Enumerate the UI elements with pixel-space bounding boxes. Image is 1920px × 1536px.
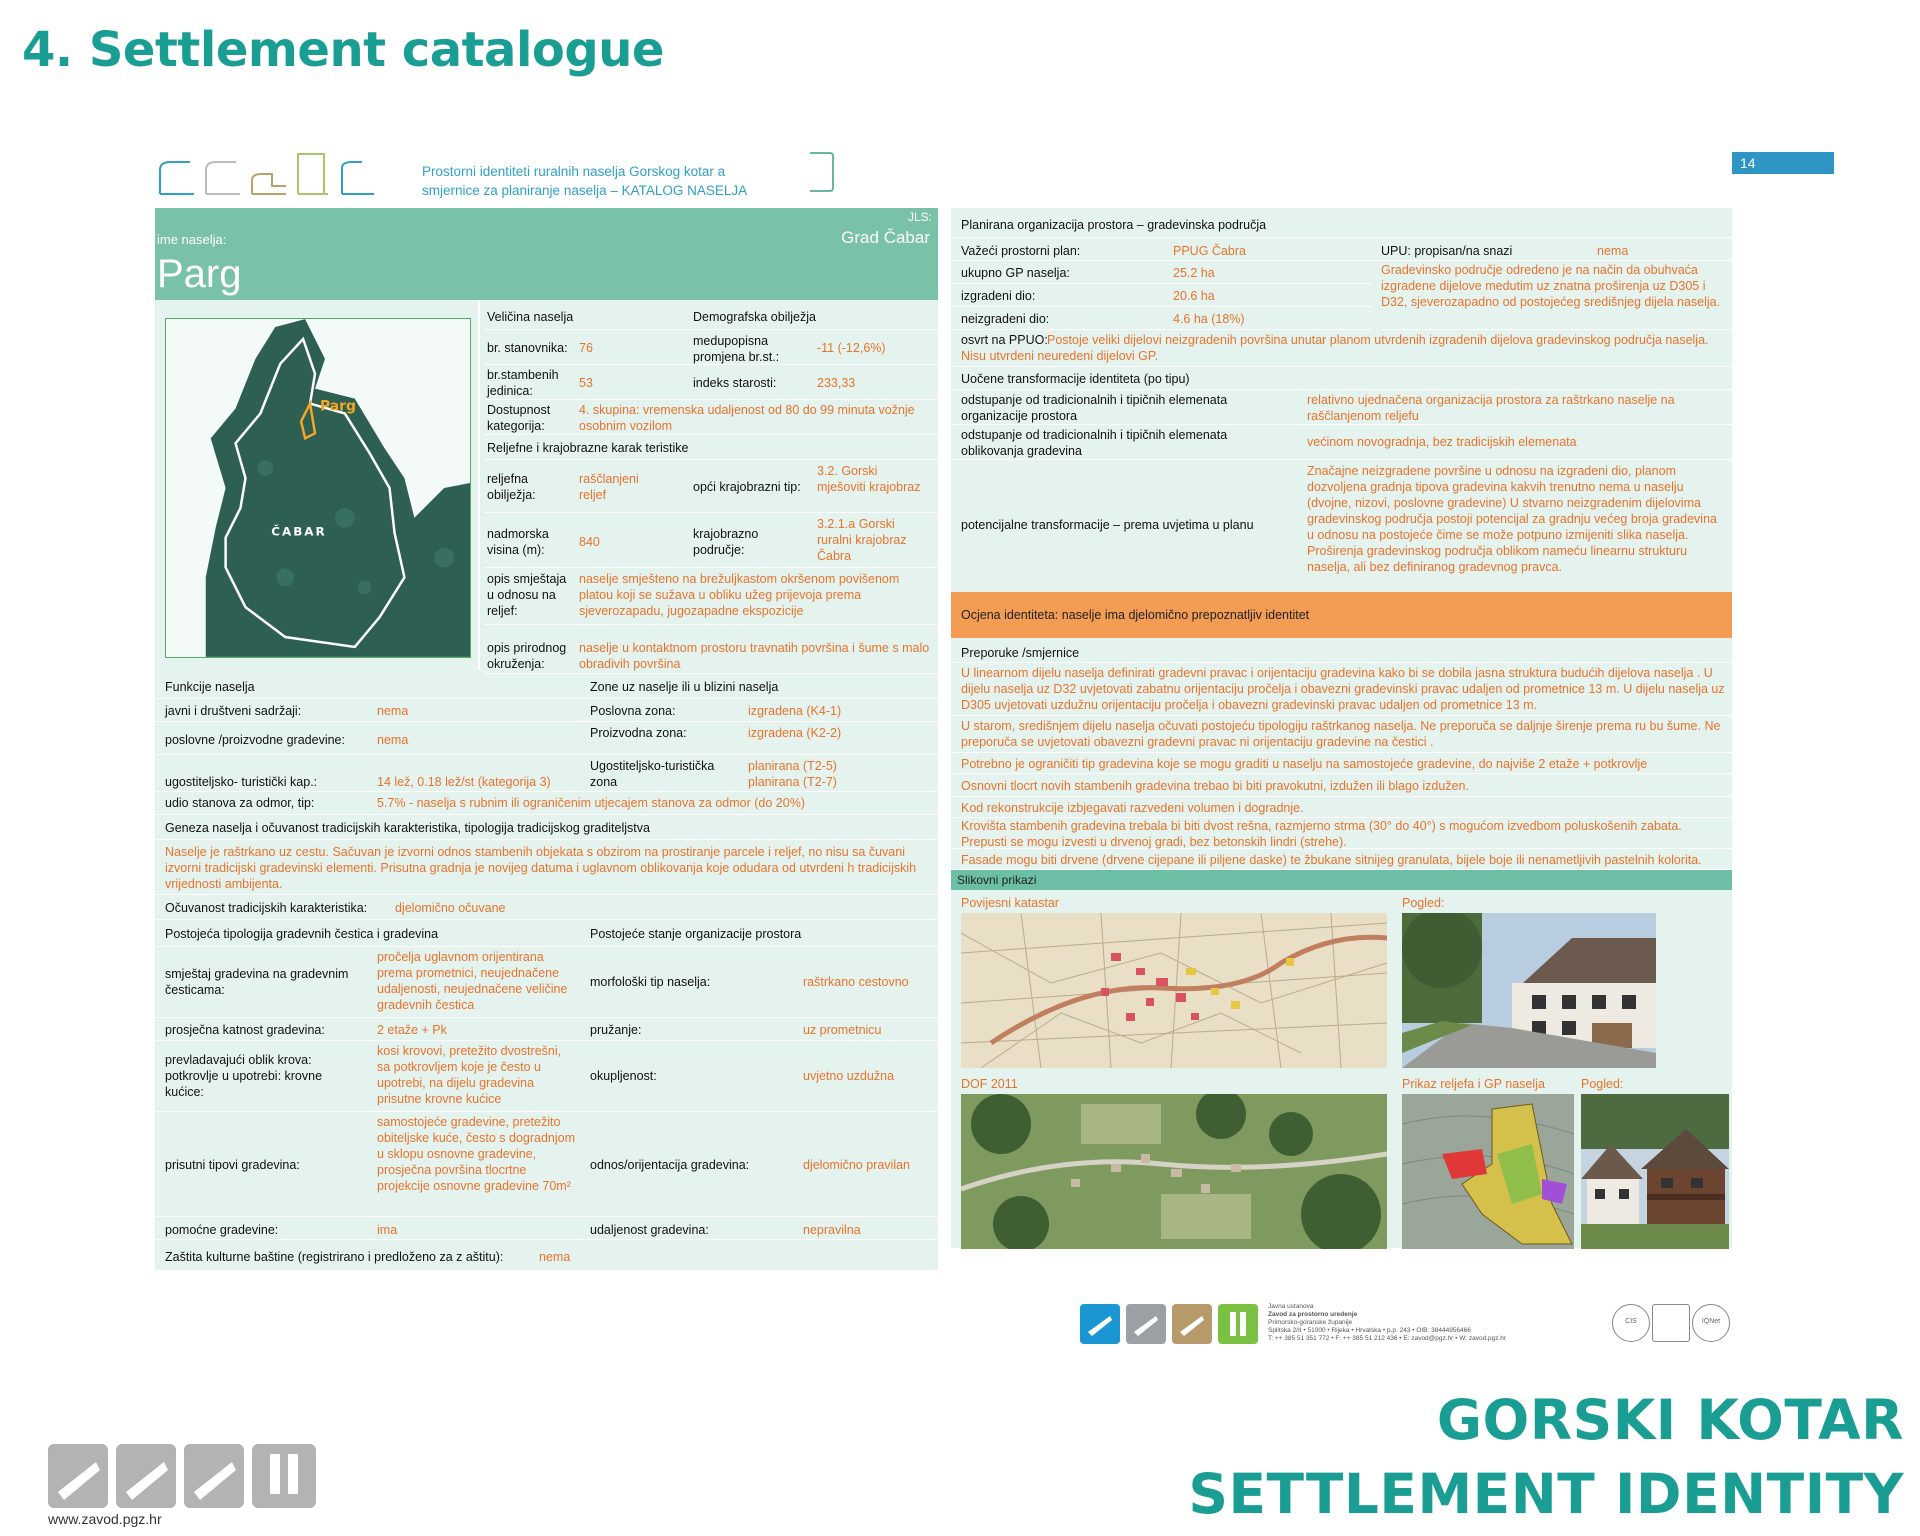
catalog-header-line1: Prostorni identiteti ruralnih naselja Gorskog kotar a <box>422 164 726 179</box>
javni-value: nema <box>377 704 409 718</box>
odst-oblikovanja-label: odstupanje od tradicionalnih i tipičnih elemenata oblikovanja gradevina <box>961 428 1228 458</box>
pomocne-value: ima <box>377 1223 398 1237</box>
krov-value: kosi krovovi, pretežito dvostrešni, sa potkrovljem koje je često u upotrebi, na dijelu gradevina prisutne krovne kućice <box>377 1044 562 1106</box>
relief-gp-image <box>1402 1094 1574 1249</box>
preporuka-2: U starom, središnjem dijelu naselja očuvati postojeću tipologiju raštrkanog naselja. Ne preporuča se daljnje širenje prema ru bu šume. Ne preporuča se uvjetovati obavezni gradevni pravac ni orijentaciju gradevine na čestici . <box>961 719 1721 749</box>
morfoloski-value: raštrkano cestovno <box>803 975 909 989</box>
preporuka-6: Krovišta stambenih gradevina trebala bi biti dvost rešna, razmjerno strma (30° do 40°) s mogućom izvedbom poluskošenih zabata. Prepusti se mogu izvesti u drvenoj gradi, bez betonskih lindri (strehe). <box>961 819 1682 849</box>
proizvodna-zona-label: Proizvodna zona: <box>590 726 687 740</box>
iqnet-certificate-icon: IQNet <box>1692 1304 1730 1342</box>
demografska-header: Demografska obilježja <box>693 310 816 324</box>
odst-organizacije-label: odstupanje od tradicionalnih i tipičnih elemenata organizacije prostora <box>961 393 1228 423</box>
jls-label: JLS: <box>907 210 932 224</box>
neizgradeni-value: 4.6 ha (18%) <box>1173 312 1245 326</box>
preporuka-4: Osnovni tlocrt novih stambenih gradevina trebao bi biti pravokutni, izdužen ili blago izdužen. <box>961 779 1469 793</box>
upu-value: nema <box>1597 244 1629 258</box>
catalog-header-title <box>422 162 747 200</box>
reljefne-header: Reljefne i krajobrazne karak teristike <box>487 441 689 455</box>
poslovne-gradevine-label: poslovne /proizvodne gradevine: <box>165 733 345 747</box>
system-certificate-icon <box>1652 1304 1690 1342</box>
tipologija-header: Postojeća tipologija gradevnih čestica i gradevina <box>165 927 439 941</box>
zavod-info-line-5: T: ++ 385 51 351 772 • F: ++ 385 51 212 436 • E: zavod@pgz.hr • W: zavod.pgz.hr <box>1268 1335 1507 1342</box>
okupljenost-value: uvjetno uzdužna <box>803 1069 895 1083</box>
pruzanje-value: uz prometnicu <box>803 1023 882 1037</box>
poslovna-zona-label: Poslovna zona: <box>590 704 676 718</box>
website-url: www.zavod.pgz.hr <box>48 1511 162 1527</box>
katnost-label: prosječna katnost gradevina: <box>165 1023 325 1037</box>
ocuvanost-value: djelomično očuvane <box>395 901 506 915</box>
opis-prirodnog-label: opis prirodnog okruženja: <box>487 641 567 671</box>
izgradeni-value: 20.6 ha <box>1173 289 1215 303</box>
upu-label: UPU: propisan/na snazi <box>1381 244 1513 258</box>
stanje-header: Postojeće stanje organizacije prostora <box>590 927 802 941</box>
gp-note: Gradevinsko područje odredeno je na način da obuhvaća izgradene dijelove medutim uz znatna proširenja uz D305 i D32, sjeverozapadno od postojećeg središnjeg dijela naselja. <box>1381 263 1721 309</box>
dostupnost-value: 4. skupina: vremenska udaljenost od 80 do 99 minuta vožnje osobnim vozilom <box>579 403 915 433</box>
indeks-starosti-label: indeks starosti: <box>693 376 777 390</box>
opis-prirodnog-value: naselje u kontaktnom prostoru travnatih površina i šume s malo obradivih površina <box>579 641 930 671</box>
indeks-starosti-value: 233,33 <box>817 376 856 390</box>
pruzanje-label: pružanje: <box>590 1023 642 1037</box>
preporuka-5: Kod rekonstrukcije izbjegavati razvedeni volumen i dogradnje. <box>961 801 1304 815</box>
zavod-logo-grey <box>48 1444 318 1508</box>
br-stambenih-value: 53 <box>579 376 593 390</box>
velicina-header: Veličina naselja <box>487 310 574 324</box>
odnos-value: djelomično pravilan <box>803 1158 911 1172</box>
katnost-value: 2 etaže + Pk <box>377 1023 447 1037</box>
br-stanovnika-value: 76 <box>579 341 593 355</box>
reljefna-value: raščlanjeni reljef <box>579 472 639 502</box>
settlement-name-label: ime naselja: <box>157 232 227 247</box>
zavod-logo-color <box>1080 1302 1260 1346</box>
caption-pogled-1: Pogled: <box>1402 896 1445 910</box>
potencijalne-label: potencijalne transformacije – prema uvjetima u planu <box>961 518 1254 532</box>
settlement-name-bar <box>155 208 938 300</box>
zavod-info-line-1: Javna ustanova <box>1268 1303 1314 1310</box>
poslovne-gradevine-value: nema <box>377 733 409 747</box>
funkcije-header: Funkcije naselja <box>165 680 255 694</box>
ugost-zona-value: planirana (T2-5) planirana (T2-7) <box>748 759 837 789</box>
orthophoto-dof-image <box>961 1094 1387 1249</box>
preporuke-header: Preporuke /smjernice <box>961 646 1080 660</box>
geneza-header: Geneza naselja i očuvanost tradicijskih karakteristika, tipologija tradicijskog graditeljstva <box>165 821 650 835</box>
potencijalne-value: Značajne neizgradene površine u odnosu na izgradeni dio, planom dozvoljena gradnja tipova gradevina kakvih trenutno nema u naselju (dvojne, nizovi, poslovne gradevine) U stvarno neizgradenim dijelovima gradevinskog područja postoji potencijal za gradnju većeg broja gradevina u odnosu na postojeće čime se može potpuno izmijeniti slika naselja. Proširenja gradevinskog područja oblikom nameću linearnu strukturu naselja, ali bez definiranog gradevnog pravca. <box>1307 464 1717 574</box>
historical-cadastre-image <box>961 913 1387 1068</box>
planirana-header: Planirana organizacija prostora – gradevinska područja <box>961 218 1267 232</box>
preporuka-3: Potrebno je ograničiti tip gradevina koje se mogu graditi u naselju na samostojeće gradevine, do najviše 2 etaže + potkrovlje <box>961 757 1648 771</box>
javni-label: javni i društveni sadržaji: <box>165 704 302 718</box>
zastita-label: Zaštita kulturne baštine (registrirano i predloženo za z aštitu): <box>165 1250 504 1264</box>
opis-smjestaja-value: naselje smješteno na brežuljkastom okršenom povišenom platou koji se sužava u obliku užeg prijevoja prema sjeverozapadu, jugozapadne ekspozicije <box>579 572 900 618</box>
krov-label: prevladavajući oblik krova: potkrovlje u upotrebi: krovne kućice: <box>165 1053 323 1099</box>
udaljenost-label: udaljenost gradevina: <box>590 1223 709 1237</box>
br-stambenih-label: br.stambenih jedinica: <box>487 368 559 398</box>
settlement-card-left <box>155 208 938 1270</box>
poslovna-zona-value: izgradena (K4-1) <box>748 704 842 718</box>
ugostiteljsko-value: 14 lež, 0.18 lež/st (kategorija 3) <box>377 775 551 789</box>
ukupno-gp-label: ukupno GP naselja: <box>961 266 1070 280</box>
caption-reljef: Prikaz reljefa i GP naselja <box>1402 1077 1545 1091</box>
footer-title-line-2: SETTLEMENT IDENTITY <box>1188 1462 1904 1526</box>
odnos-label: odnos/orijentacija gradevina: <box>590 1158 750 1172</box>
br-stanovnika-label: br. stanovnika: <box>487 341 568 355</box>
smjestaj-value: pročelja uglavnom orijentirana prema prometnici, neujednačene udaljenosti, neujednačene veličine gradevnih čestica <box>377 950 568 1012</box>
opci-krajobrazni-label: opći krajobrazni tip: <box>693 480 801 494</box>
zastita-value: nema <box>539 1250 571 1264</box>
slikovni-prikazi-header: Slikovni prikazi <box>951 870 1732 890</box>
dostupnost-label: Dostupnost kategorija: <box>487 403 551 433</box>
udio-stanova-value: 5.7% - naselja s rubnim ili ograničenim utjecajem stanova za odmor (do 20%) <box>377 796 805 810</box>
odst-organizacije-value: relativno ujednačena organizacija prostora za raštrkano naselje na raščlanjenom reljefu <box>1307 393 1675 423</box>
medupopisna-value: -11 (-12,6%) <box>817 341 886 355</box>
osvrt-label: osvrt na PPUO: <box>961 333 1048 347</box>
location-map-image <box>166 319 470 657</box>
slide-title: 4. Settlement catalogue <box>22 22 664 78</box>
pomocne-label: pomoćne gradevine: <box>165 1223 279 1237</box>
street-view-photo-1 <box>1402 913 1656 1068</box>
udio-stanova-label: udio stanova za odmor, tip: <box>165 796 315 810</box>
catalog-header-line2: smjernice za planiranje naselja – KATALOG NASELJA <box>422 183 748 198</box>
geneza-text: Naselje je raštrkano uz cestu. Sačuvan je izvorni odnos stambenih objekata s obzirom na prostiranje parcele i reljef, no nisu sa čuvani izvorni tradicijski gradevinski elementi. Prisutna gradnja je novijeg datuma i uglavnom oblikovanja koje odudara od utvrdeni h tradicijskih vrijednosti ambijenta. <box>165 845 917 891</box>
street-view-photo-2 <box>1581 1094 1729 1249</box>
cis-certificate-icon: CIS <box>1612 1304 1650 1342</box>
map-region-label: ČABAR <box>271 524 327 539</box>
ukupno-gp-value: 25.2 ha <box>1173 266 1215 280</box>
catalog-header-logo <box>156 150 376 196</box>
caption-dof: DOF 2011 <box>961 1077 1018 1091</box>
ugost-zona-label: Ugostiteljsko-turistička zona <box>590 759 715 789</box>
ugostiteljsko-label: ugostiteljsko- turistički kap.: <box>165 775 318 789</box>
vazeci-plan-value: PPUG Čabra <box>1173 244 1246 258</box>
opci-krajobrazni-value: 3.2. Gorski mješoviti krajobraz <box>817 464 921 494</box>
okupljenost-label: okupljenost: <box>590 1069 657 1083</box>
nadmorska-label: nadmorska visina (m): <box>487 527 549 557</box>
opis-smjestaja-label: opis smještaja u odnosu na reljef: <box>487 572 567 618</box>
ocuvanost-label: Očuvanost tradicijskih karakteristika: <box>165 901 368 915</box>
zone-header: Zone uz naselje ili u blizini naselja <box>590 680 779 694</box>
zavod-contact-info <box>1268 1303 1548 1343</box>
smjestaj-label: smještaj gradevina na gradevnim česticama: <box>165 967 349 997</box>
morfoloski-label: morfološki tip naselja: <box>590 975 711 989</box>
proizvodna-zona-value: izgradena (K2-2) <box>748 726 842 740</box>
zavod-info-line-2: Zavod za prostorno uredenje <box>1268 1311 1358 1318</box>
reljefna-label: reljefna obilježja: <box>487 472 536 502</box>
caption-pogled-2: Pogled: <box>1581 1077 1624 1091</box>
krajobrazno-value: 3.2.1.a Gorski ruralni krajobraz Čabra <box>817 517 907 563</box>
osvrt-value: Postoje veliki dijelovi neizgradenih površina unutar planom utvrdenih izgradenih dijelova gradevinskog područja naselja. Nisu utvrdeni neuredeni dijelovi GP. <box>961 333 1709 363</box>
zavod-info-line-3: Primorsko-goranske županije <box>1268 1319 1353 1326</box>
nadmorska-value: 840 <box>579 535 600 549</box>
medupopisna-label: medupopisna promjena br.st.: <box>693 334 780 364</box>
footer-title-line-1: GORSKI KOTAR <box>1436 1388 1904 1452</box>
izgradeni-label: izgradeni dio: <box>961 289 1036 303</box>
settlement-name: Parg <box>157 252 242 296</box>
preporuka-7: Fasade mogu biti drvene (drvene cijepane ili piljene daske) te žbukane sitnijeg granulata, bijele boje ili nenametljivih pastelnih kolorita. <box>961 853 1702 867</box>
udaljenost-value: nepravilna <box>803 1223 861 1237</box>
preporuka-1: U linearnom dijelu naselja definirati gradevni pravac i orijentaciju gradevina kako bi se dobila jasna struktura budućih dijelova naselja . U dijelu naselja uz D32 uvjetovati zabatnu orijentaciju pročelja i obavezni gradevinski pravac udaljen od prometnice 13 m. U dijelu naselja uz D305 uvjetovati uzdužnu orijentaciju pročelja i obavezni gradevinski pravac udaljen od prometnice 13 m. <box>961 666 1725 712</box>
tipovi-value: samostojeće gradevine, pretežito obiteljske kuće, često s dogradnjom u sklopu osnovne gradevine, prosječna površina tlocrtne projekcije osnovne gradevine 70m² <box>377 1115 576 1193</box>
uocene-header: Uočene transformacije identiteta (po tipu) <box>961 372 1190 386</box>
page-number: 14 <box>1732 152 1834 174</box>
tipovi-label: prisutni tipovi gradevina: <box>165 1158 300 1172</box>
neizgradeni-label: neizgradeni dio: <box>961 312 1050 326</box>
map-settlement-label: Parg <box>319 398 356 415</box>
odst-oblikovanja-value: većinom novogradnja, bez tradicijskih elemenata <box>1307 435 1577 449</box>
ocjena-identiteta: Ocjena identiteta: naselje ima djelomično prepoznatljiv identitet <box>951 592 1732 638</box>
krajobrazno-label: krajobrazno područje: <box>693 527 759 557</box>
settlement-card-right <box>951 208 1732 1248</box>
zavod-info-line-4: Splitska 2/II • 51000 • Rijeka • Hrvatska • p.p. 243 • OIB: 38444956466 <box>1268 1327 1471 1334</box>
caption-katastar: Povijesni katastar <box>961 896 1059 910</box>
location-map <box>165 318 471 658</box>
jls-value: Grad Čabar <box>841 228 930 247</box>
header-bracket <box>810 152 834 192</box>
vazeci-plan-label: Važeći prostorni plan: <box>961 244 1081 258</box>
